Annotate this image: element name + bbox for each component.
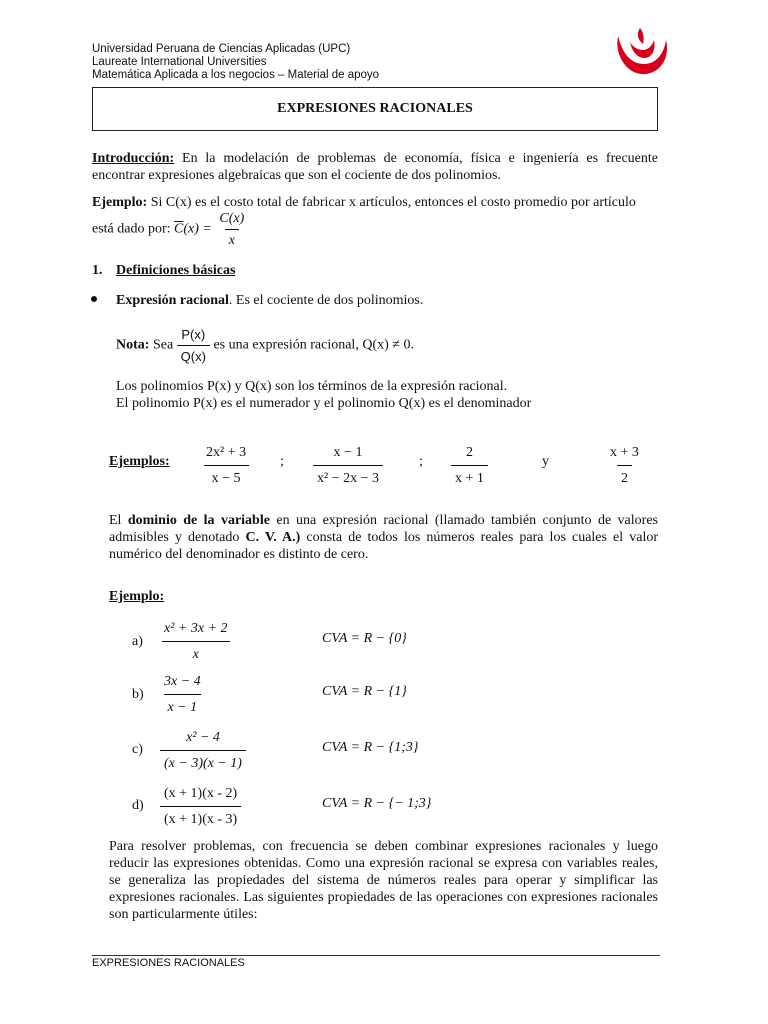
upc-flame-logo-icon [610,26,674,82]
document-header [92,43,379,82]
section-number: 1. [92,263,103,278]
ejemplos-label: Ejemplos: [109,454,170,469]
cva-fraction-b [160,673,205,716]
fraction-denominator: Q(x) [177,345,210,365]
ejemplo-line2: está dado por: [92,221,175,237]
ejemplo-label: Ejemplo: [92,195,148,210]
fraction-denominator: (x − 3)(x − 1) [160,750,246,772]
cva-term: C. V. A.) [245,530,301,545]
cva-fraction-a [160,620,232,663]
item-letter: a) [132,634,143,649]
item-letter: d) [132,798,144,813]
fraction-numerator: x + 3 [610,445,639,460]
polinomios-line2: El polinomio P(x) es el numerador y el polinomio Q(x) es el denominador [116,396,532,411]
cost-average-fraction [215,210,248,249]
dominio-pre: El [109,513,128,528]
dominio-paragraph [109,512,658,563]
fraction-denominator: 2 [617,465,632,487]
intro-text: En la modelación de problemas de economía, física e ingeniería es frecuente encontrar expresiones algebraicas que son el cociente de dos polinomios. [92,151,658,183]
fraction-denominator: x [162,641,230,663]
intro-paragraph [92,150,658,184]
fraction-denominator: x − 5 [204,465,249,487]
fraction-numerator: x² + 3x + 2 [164,621,228,636]
nota-line [116,326,414,365]
dominio-mid: en una expresión racional (llamado también conjunto de valores admisibles y denotado [109,513,658,545]
section-title: Definiciones básicas [116,263,236,278]
ejemplo-costo-line2 [92,210,248,249]
header-course: Matemática Aplicada a los negocios – Material de apoyo [92,69,380,81]
fraction-numerator: C(x) [219,211,245,226]
conjunction: y [542,454,549,469]
intro-label: Introducción: [92,151,175,166]
expresion-racional-def [116,292,423,309]
fraction-numerator: x² − 4 [186,730,220,745]
ejemplo-fraction-2 [313,444,383,487]
fraction-denominator: x² − 2x − 3 [313,465,383,487]
title-box [92,87,658,131]
polinomios-paragraph [116,378,531,412]
footer-title: EXPRESIONES RACIONALES [92,957,245,969]
cierre-paragraph: Para resolver problemas, con frecuencia se deben combinar expresiones racionales y luego reducir las expresiones obtenidas. Como una expresión racional se expresa con variables reales, se generaliza las propiedades del sistema de números reales para operar y simplificar las expresiones racionales. Las siguientes propiedades de las operaciones con expresiones racionales son particularmente útiles: [109,839,658,922]
item-letter: c) [132,742,143,757]
fraction-numerator: 2 [465,445,473,460]
header-network: Laureate International Universities [92,56,267,68]
expresion-text: . Es el cociente de dos polinomios. [228,293,424,308]
polinomios-line1: Los polinomios P(x) y Q(x) son los términos de la expresión racional. [116,379,508,394]
fraction-numerator: (x + 1)(x - 2) [164,786,238,801]
fraction-denominator: (x + 1)(x - 3) [160,806,241,828]
item-letter: b) [132,687,144,702]
section-heading [92,262,235,279]
fraction-denominator: x [225,229,239,249]
cva-fraction-c [160,729,246,772]
nota-label: Nota: [116,337,150,353]
separator: ; [419,454,423,469]
page-title: EXPRESIONES RACIONALES [277,101,473,116]
header-university: Universidad Peruana de Ciencias Aplicadas (UPC) [92,43,351,55]
ejemplo-fraction-1 [198,444,254,487]
cva-result-b: CVA = R − {1} [322,684,407,699]
nota-fraction [177,326,210,365]
cost-average-symbol: $\overline{C}$ [174,221,184,237]
cva-result-c: CVA = R − {1;3} [322,740,419,755]
bullet-icon [91,296,97,302]
nota-sea: Sea [149,337,177,353]
cva-fraction-d [160,785,241,828]
footer-divider [92,955,660,956]
ejemplo2-label: Ejemplo: [109,589,165,604]
fraction-denominator: x − 1 [164,694,202,716]
ejemplo-fraction-3 [451,444,488,487]
fraction-numerator: x − 1 [333,445,363,460]
expresion-label: Expresión racional [116,293,229,308]
cva-result-d: CVA = R − {− 1;3} [322,796,432,811]
nota-text: es una expresión racional, Q(x) ≠ 0. [209,337,414,353]
fraction-numerator: P(x) [181,327,206,342]
cost-average-arg: (x) = [183,221,212,237]
fraction-numerator: 2x² + 3 [206,445,247,460]
separator: ; [280,454,284,469]
ejemplo-costo-line1 [92,194,658,211]
dominio-post: consta de todos los números reales para los cuales el valor numérico del denominador es distinto de cero. [109,530,658,562]
ejemplo-fraction-4 [606,444,643,487]
cva-result-a: CVA = R − {0} [322,631,407,646]
fraction-numerator: 3x − 4 [164,674,201,689]
dominio-term: dominio de la variable [127,513,270,528]
ejemplo-text: Si C(x) es el costo total de fabricar x artículos, entonces el costo promedio por artículo [147,195,636,210]
fraction-denominator: x + 1 [451,465,488,487]
